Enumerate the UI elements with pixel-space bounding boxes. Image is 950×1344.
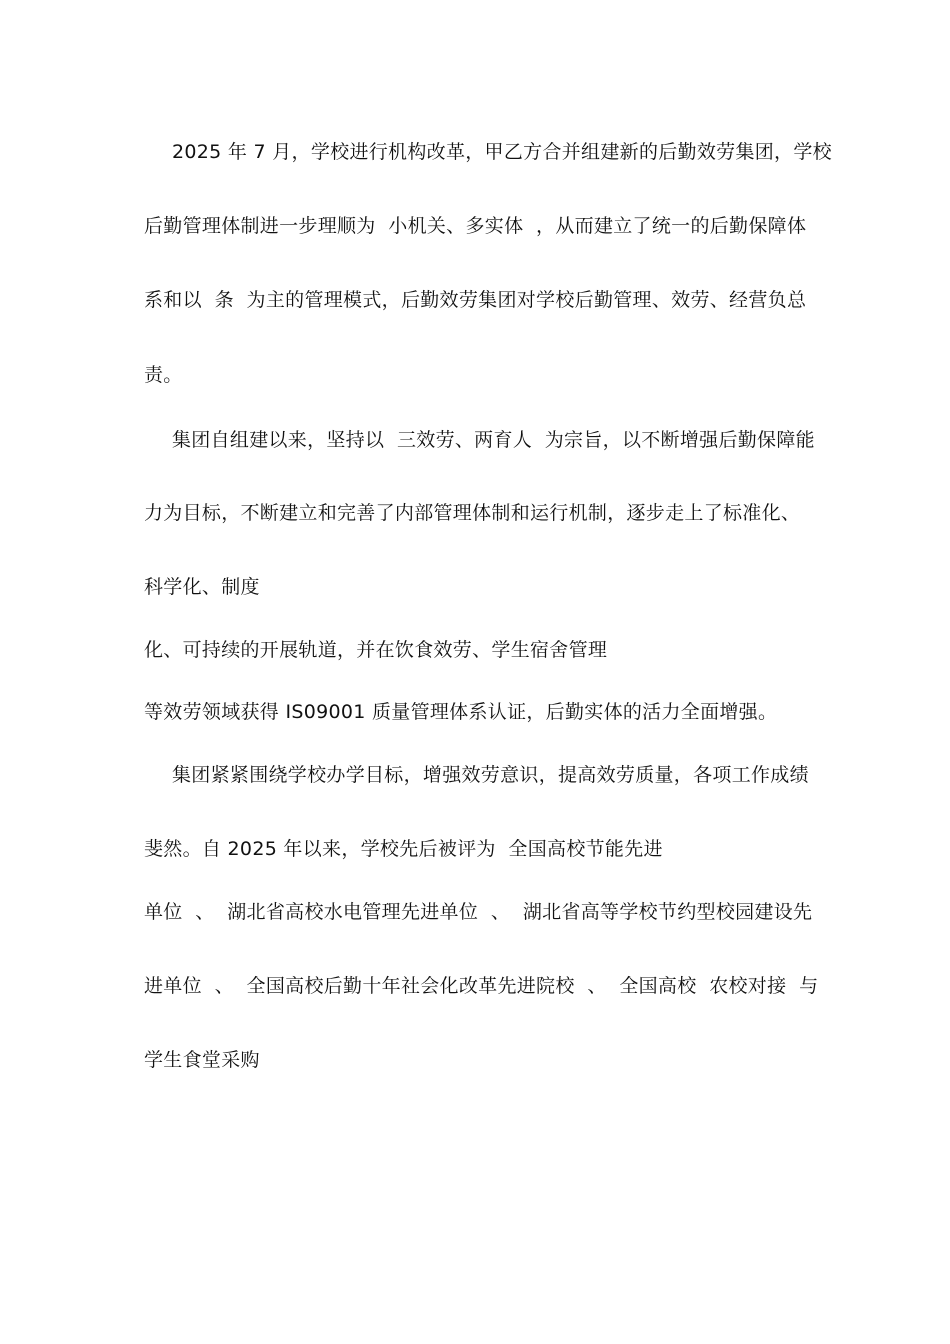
paragraph-2-line-5: 等效劳领域获得 IS09001 质量管理体系认证，后勤实体的活力全面增强。 [144, 701, 778, 723]
paragraph-2-line-4: 化、可持续的开展轨道，并在饮食效劳、学生宿舍管理 [144, 639, 608, 661]
paragraph-3-line-2: 斐然。自 2025 年以来，学校先后被评为 全国高校节能先进 [144, 838, 663, 860]
paragraph-2-line-3: 科学化、制度 [144, 576, 260, 598]
paragraph-2-line-1: 集团自组建以来，坚持以 三效劳、两育人 为宗旨，以不断增强后勤保障能 [172, 429, 815, 451]
paragraph-3-line-1: 集团紧紧围绕学校办学目标，增强效劳意识，提高效劳质量，各项工作成绩 [172, 764, 809, 786]
paragraph-1-line-2: 后勤管理体制进一步理顺为 小机关、多实体 ，从而建立了统一的后勤保障体 [144, 215, 807, 237]
paragraph-3-line-3: 单位 、 湖北省高校水电管理先进单位 、 湖北省高等学校节约型校园建设先 [144, 901, 813, 923]
paragraph-3-line-4: 进单位 、 全国高校后勤十年社会化改革先进院校 、 全国高校 农校对接 与 [144, 975, 819, 997]
paragraph-1-line-3: 系和以 条 为主的管理模式，后勤效劳集团对学校后勤管理、效劳、经营负总 [144, 289, 807, 311]
paragraph-2-line-2: 力为目标，不断建立和完善了内部管理体制和运行机制，逐步走上了标准化、 [144, 502, 801, 524]
paragraph-1-line-4: 责。 [144, 364, 183, 386]
paragraph-1-line-1: 2025 年 7 月，学校进行机构改革，甲乙方合并组建新的后勤效劳集团，学校 [172, 141, 832, 163]
paragraph-3-line-5: 学生食堂采购 [144, 1049, 260, 1071]
